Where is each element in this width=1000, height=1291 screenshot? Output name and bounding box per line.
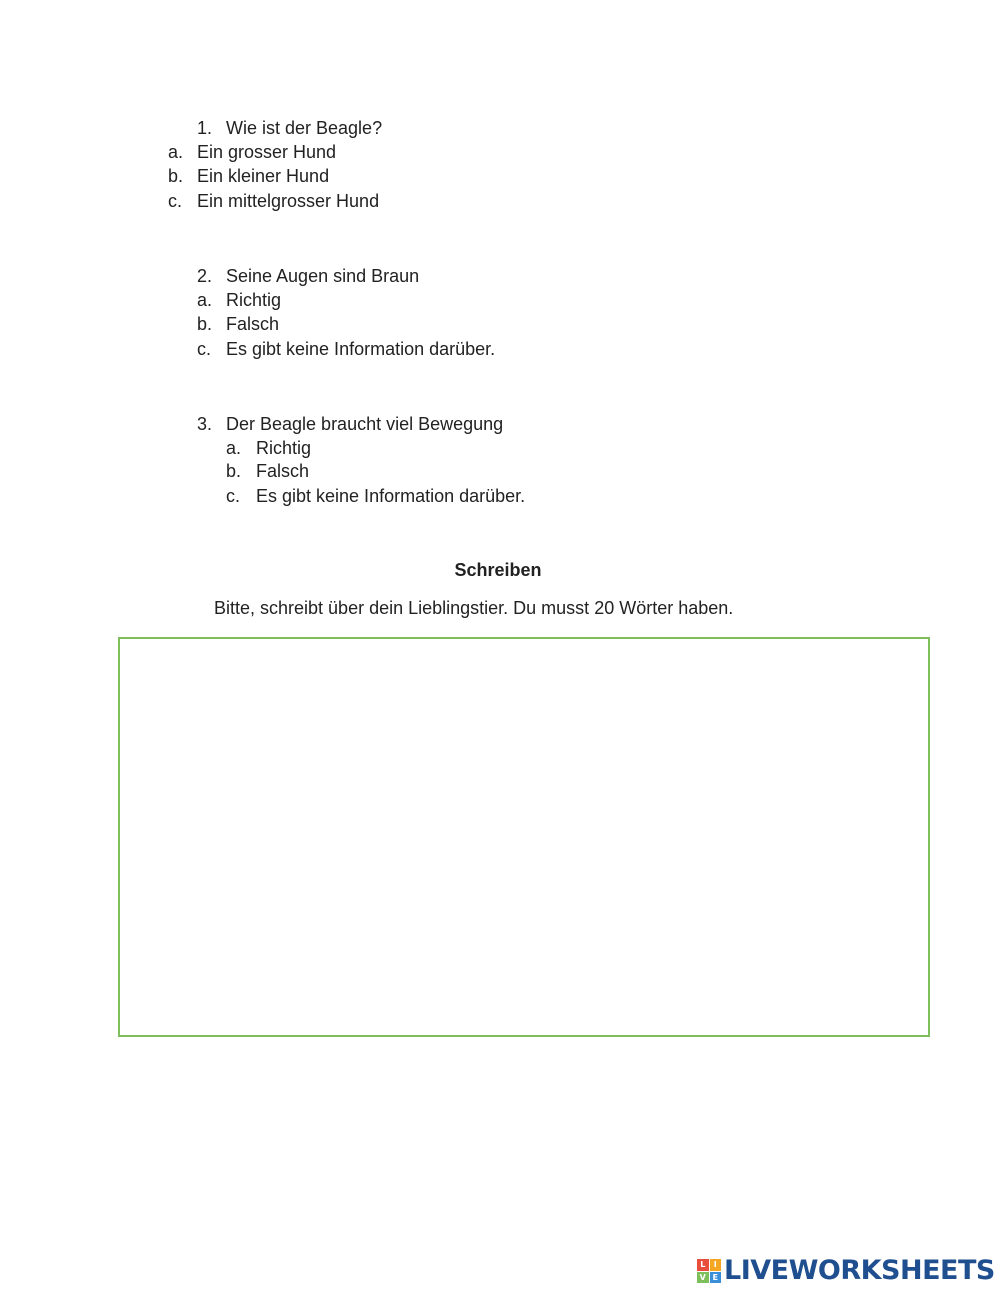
option-letter: c. <box>197 339 212 359</box>
question-number: 3. <box>197 414 213 434</box>
logo-mark-letter: I <box>710 1259 722 1271</box>
writing-answer-box[interactable] <box>118 637 930 1037</box>
question-text: Seine Augen sind Braun <box>226 266 420 286</box>
liveworksheets-logo <box>697 1256 995 1286</box>
option-text[interactable]: Richtig <box>256 438 312 458</box>
logo-text: LIVEWORKSHEETS <box>724 1255 995 1286</box>
option-letter: b. <box>197 314 213 334</box>
option-letter: a. <box>197 290 213 310</box>
option-text[interactable]: Es gibt keine Information darüber. <box>226 339 496 359</box>
option-text[interactable]: Falsch <box>226 314 280 334</box>
option-letter: a. <box>168 142 184 162</box>
logo-mark-icon <box>697 1259 721 1283</box>
option-letter: a. <box>226 438 242 458</box>
option-text[interactable]: Falsch <box>256 461 310 481</box>
option-letter: b. <box>168 166 184 186</box>
question-text: Der Beagle braucht viel Bewegung <box>226 414 504 434</box>
option-text[interactable]: Richtig <box>226 290 282 310</box>
option-letter: c. <box>168 191 183 211</box>
option-text[interactable]: Ein kleiner Hund <box>197 166 330 186</box>
logo-mark-letter: E <box>710 1272 722 1284</box>
option-text[interactable]: Ein grosser Hund <box>197 142 337 162</box>
writing-instruction: Bitte, schreibt über dein Lieblingstier. Du musst 20 Wörter haben. <box>214 598 734 618</box>
option-text[interactable]: Es gibt keine Information darüber. <box>256 486 526 506</box>
option-letter: b. <box>226 461 242 481</box>
logo-mark-letter: V <box>697 1272 709 1284</box>
question-number: 1. <box>197 118 213 138</box>
option-text[interactable]: Ein mittelgrosser Hund <box>197 191 380 211</box>
question-text: Wie ist der Beagle? <box>226 118 383 138</box>
question-number: 2. <box>197 266 213 286</box>
option-letter: c. <box>226 486 241 506</box>
writing-heading: Schreiben <box>454 560 542 580</box>
logo-mark-letter: L <box>697 1259 709 1271</box>
